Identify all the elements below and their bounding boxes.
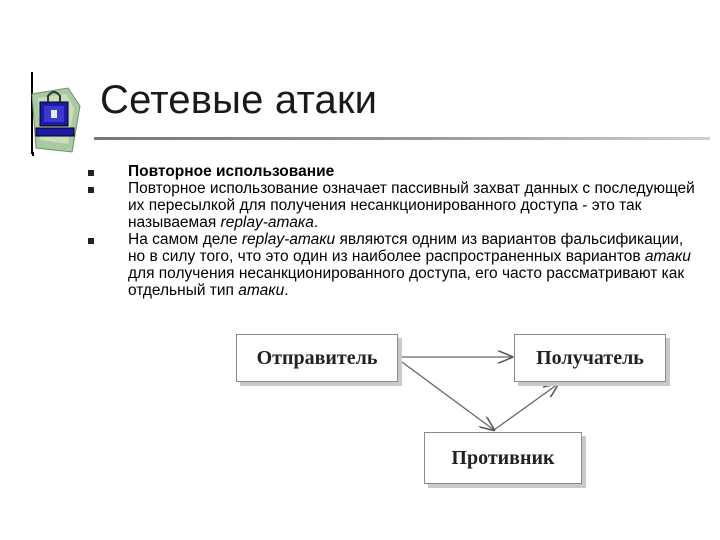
bullet-list (84, 163, 704, 299)
bullet-term: replay-атака (220, 214, 314, 231)
sender-box: Отправитель (236, 334, 398, 382)
bullet-item (84, 163, 704, 180)
arrow-icon (494, 384, 558, 430)
bullet-item (84, 180, 704, 231)
receiver-box: Получатель (514, 334, 666, 382)
bullet-term: replay-атаки (241, 231, 336, 248)
lock-monitor-icon (28, 68, 86, 160)
bullet-text: для получения несанкционированного доступа, его часто рассматривают как отдельный тип (128, 265, 685, 299)
bullet-text-end: . (284, 282, 289, 299)
bullet-square-icon (88, 170, 94, 176)
bullet-heading: Повторное использование (128, 163, 335, 180)
attacker-box: Противник (424, 432, 582, 484)
arrow-icon (402, 362, 494, 430)
bullet-text: являются одним из вариантов фальсификации, но в силу того, что это один из наиболее распространенных вариантов (128, 231, 684, 265)
bullet-term: атаки (644, 248, 691, 265)
bullet-item (84, 231, 704, 299)
bullet-text: На самом деле (128, 231, 242, 248)
bullet-text: Повторное использование означает пассивный захват данных с последующей их пересылкой для получения несанкционированного доступа - это так называемая (128, 180, 695, 231)
bullet-text-end: . (313, 214, 319, 231)
bullet-square-icon (88, 187, 94, 193)
bullet-square-icon (88, 238, 94, 244)
bullet-term: атаки (238, 282, 285, 299)
title-divider (94, 137, 710, 140)
replay-attack-diagram (232, 330, 672, 500)
slide-title: Сетевые атаки (100, 78, 378, 122)
